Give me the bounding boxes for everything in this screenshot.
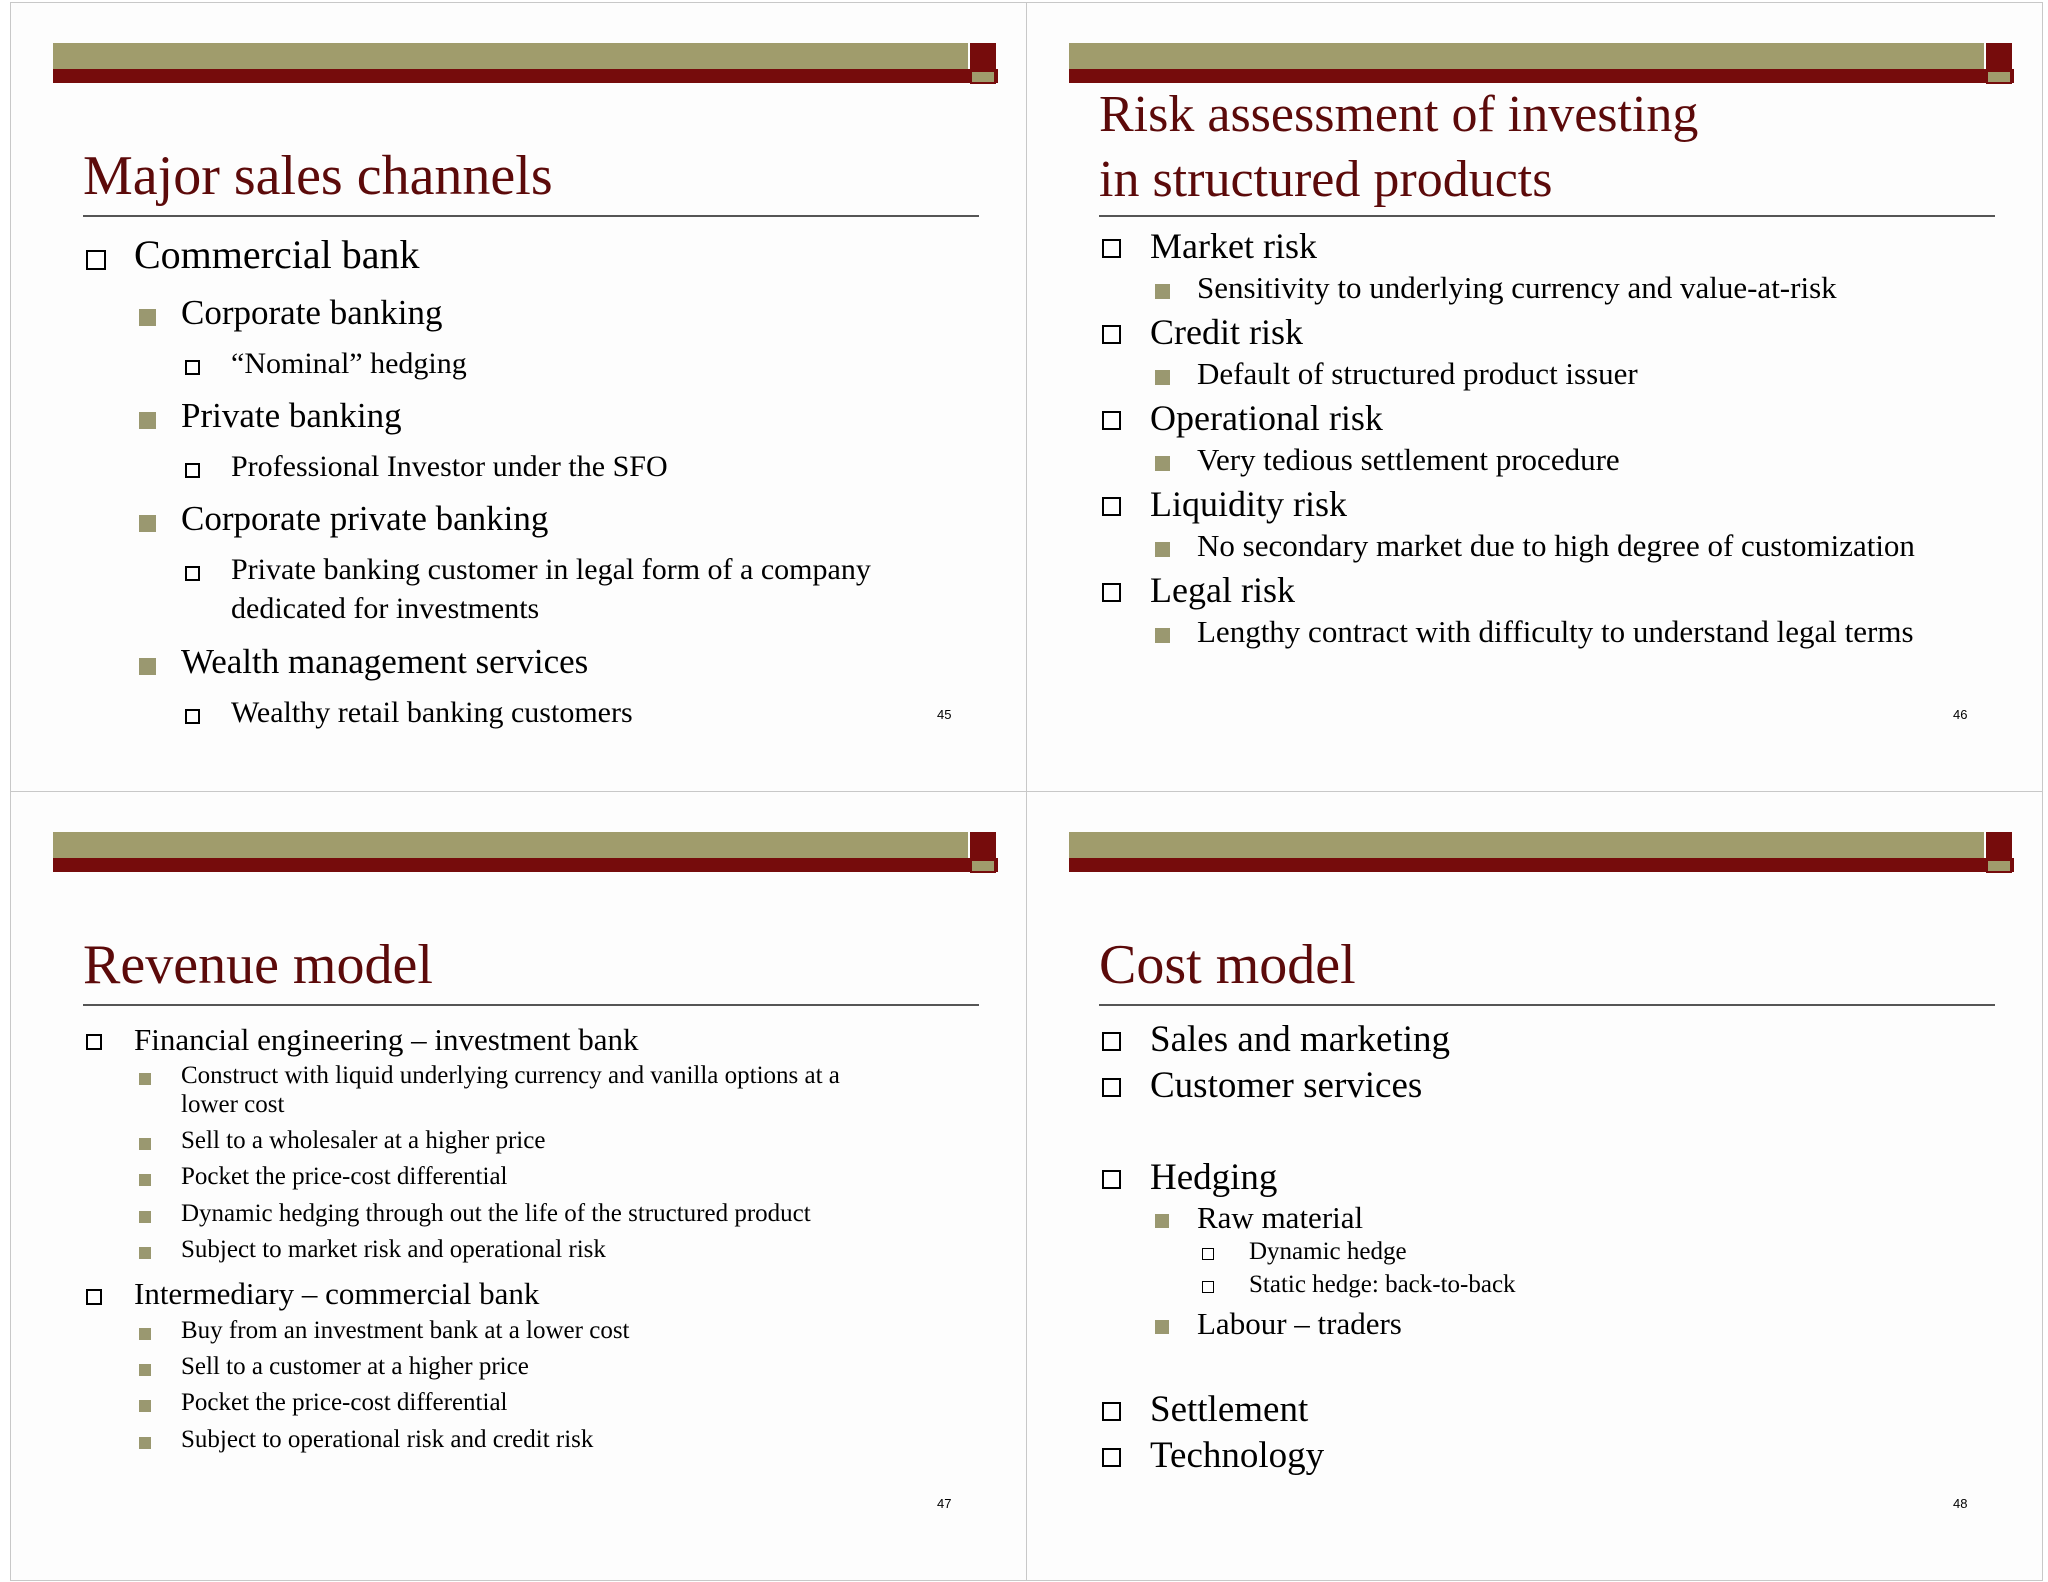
slide-47: [11, 792, 1027, 1581]
header-bar-olive: [53, 832, 968, 858]
bullet-square-icon: [139, 1364, 151, 1376]
slide-number: 46: [1953, 707, 1968, 722]
bullet-box-icon: [185, 566, 200, 581]
bullet-square-icon: [1155, 628, 1170, 643]
bullet-box-icon: [1102, 1078, 1121, 1097]
bullet-box-icon: [185, 463, 200, 478]
slide-title: Major sales channels: [83, 145, 553, 207]
header-square-olive: [970, 70, 996, 84]
bullet-square-icon: [139, 1437, 151, 1449]
bullet-box-icon: [1102, 583, 1121, 602]
header-bar-olive: [53, 43, 968, 69]
bullet-box-icon: [1102, 239, 1121, 258]
header-bar-olive: [1069, 43, 1984, 69]
bullet-level-1: Settlement: [1150, 1389, 1309, 1430]
bullet-level-2: Private banking: [181, 396, 402, 435]
header-bar: [53, 832, 998, 874]
slide-title-line-2: in structured products: [1099, 151, 1553, 208]
header-bar: [1069, 43, 2014, 85]
header-square-red: [970, 832, 996, 858]
slide-number: 45: [937, 707, 952, 722]
bullet-box-icon: [1102, 325, 1121, 344]
bullet-level-1: Market risk: [1150, 226, 1317, 266]
bullet-level-3: Static hedge: back-to-back: [1249, 1271, 1516, 1298]
bullet-level-2: Buy from an investment bank at a lower cost: [181, 1317, 630, 1344]
header-square-red: [1986, 43, 2012, 69]
bullet-square-icon: [1155, 1214, 1169, 1228]
bullet-level-2: Pocket the price-cost differential: [181, 1389, 508, 1416]
bullet-box-icon: [1102, 1448, 1121, 1467]
bullet-level-2: Default of structured product issuer: [1197, 356, 1638, 391]
title-rule: [83, 1004, 979, 1006]
bullet-level-3: Professional Investor under the SFO: [231, 450, 668, 483]
header-bar: [1069, 832, 2014, 874]
bullet-level-3: Dynamic hedge: [1249, 1238, 1407, 1265]
bullet-square-icon: [1155, 456, 1170, 471]
bullet-square-icon: [139, 1174, 151, 1186]
bullet-level-3: Private banking customer in legal form of a company: [231, 553, 871, 586]
bullet-box-icon: [1102, 411, 1121, 430]
header-square-olive: [970, 859, 996, 873]
bullet-level-1: Intermediary – commercial bank: [134, 1276, 540, 1311]
bullet-level-2: Lengthy contract with difficulty to understand legal terms: [1197, 614, 1914, 649]
bullet-level-1: Sales and marketing: [1150, 1019, 1451, 1060]
bullet-square-icon: [1155, 542, 1170, 557]
bullet-level-2: Sensitivity to underlying currency and value-at-risk: [1197, 270, 1837, 305]
header-square-olive: [1986, 70, 2012, 84]
header-bar-olive: [1069, 832, 1984, 858]
bullet-square-icon: [139, 309, 156, 326]
slide-48: [1027, 792, 2043, 1581]
bullet-square-icon: [1155, 1320, 1169, 1334]
bullet-box-icon: [86, 250, 106, 270]
bullet-level-1: Technology: [1150, 1435, 1325, 1476]
bullet-level-2: Pocket the price-cost differential: [181, 1163, 508, 1190]
bullet-level-1: Legal risk: [1150, 570, 1295, 610]
bullet-box-icon: [86, 1289, 102, 1305]
header-square-olive: [1986, 859, 2012, 873]
bullet-level-1: Commercial bank: [134, 232, 420, 277]
bullet-level-2: Corporate private banking: [181, 499, 549, 538]
bullet-square-icon: [139, 412, 156, 429]
title-rule: [83, 215, 979, 217]
bullet-level-2: Labour – traders: [1197, 1306, 1402, 1341]
slide-title: Cost model: [1099, 934, 1356, 996]
title-rule: [1099, 1004, 1995, 1006]
bullet-level-2: No secondary market due to high degree of customization: [1197, 528, 1915, 563]
header-bar: [53, 43, 998, 85]
bullet-box-icon: [1102, 497, 1121, 516]
bullet-square-icon: [139, 658, 156, 675]
bullet-level-2: Sell to a wholesaler at a higher price: [181, 1127, 546, 1154]
bullet-level-3: Wealthy retail banking customers: [231, 696, 633, 729]
bullet-level-3: “Nominal” hedging: [231, 347, 467, 380]
bullet-continuation: dedicated for investments: [231, 592, 540, 625]
slide-title-line-1: Risk assessment of investing: [1099, 86, 1699, 143]
bullet-level-1: Liquidity risk: [1150, 484, 1347, 524]
bullet-level-1: Operational risk: [1150, 398, 1383, 438]
bullet-level-2: Dynamic hedging through out the life of the structured product: [181, 1200, 811, 1227]
bullet-level-1: Financial engineering – investment bank: [134, 1022, 639, 1057]
bullet-square-icon: [139, 1247, 151, 1259]
bullet-level-1: Hedging: [1150, 1157, 1278, 1198]
slide-45: [11, 3, 1027, 792]
bullet-box-icon: [1102, 1170, 1121, 1189]
bullet-box-icon: [86, 1034, 102, 1050]
title-rule: [1099, 215, 1995, 217]
bullet-level-2: Raw material: [1197, 1200, 1364, 1235]
bullet-level-2: Subject to market risk and operational risk: [181, 1236, 606, 1263]
bullet-level-2: Subject to operational risk and credit risk: [181, 1426, 594, 1453]
slide-number: 47: [937, 1496, 952, 1511]
bullet-level-2: Very tedious settlement procedure: [1197, 442, 1620, 477]
bullet-level-2: Sell to a customer at a higher price: [181, 1353, 529, 1380]
header-square-red: [970, 43, 996, 69]
bullet-square-icon: [139, 1328, 151, 1340]
slide-46: [1027, 3, 2043, 792]
bullet-box-icon: [185, 360, 200, 375]
header-bar-red: [53, 69, 998, 83]
bullet-square-icon: [1155, 370, 1170, 385]
bullet-box-icon: [1102, 1402, 1121, 1421]
header-bar-red: [1069, 858, 2014, 872]
header-square-red: [1986, 832, 2012, 858]
bullet-level-2: Wealth management services: [181, 642, 589, 681]
bullet-square-icon: [139, 1211, 151, 1223]
bullet-box-icon: [185, 709, 200, 724]
bullet-level-2: Corporate banking: [181, 293, 443, 332]
bullet-square-icon: [139, 1138, 151, 1150]
bullet-square-icon: [1155, 284, 1170, 299]
bullet-continuation: lower cost: [181, 1091, 285, 1118]
slide-handout-sheet: [10, 2, 2043, 1581]
slide-number: 48: [1953, 1496, 1968, 1511]
bullet-square-icon: [139, 1400, 151, 1412]
bullet-box-icon: [1102, 1032, 1121, 1051]
bullet-square-icon: [139, 515, 156, 532]
header-bar-red: [53, 858, 998, 872]
bullet-level-1: Customer services: [1150, 1065, 1423, 1106]
bullet-level-2: Construct with liquid underlying currency and vanilla options at a: [181, 1062, 840, 1089]
bullet-level-1: Credit risk: [1150, 312, 1303, 352]
bullet-box-icon: [1202, 1281, 1214, 1293]
bullet-box-icon: [1202, 1248, 1214, 1260]
bullet-square-icon: [139, 1073, 151, 1085]
slide-title: Revenue model: [83, 934, 433, 996]
header-bar-red: [1069, 69, 2014, 83]
